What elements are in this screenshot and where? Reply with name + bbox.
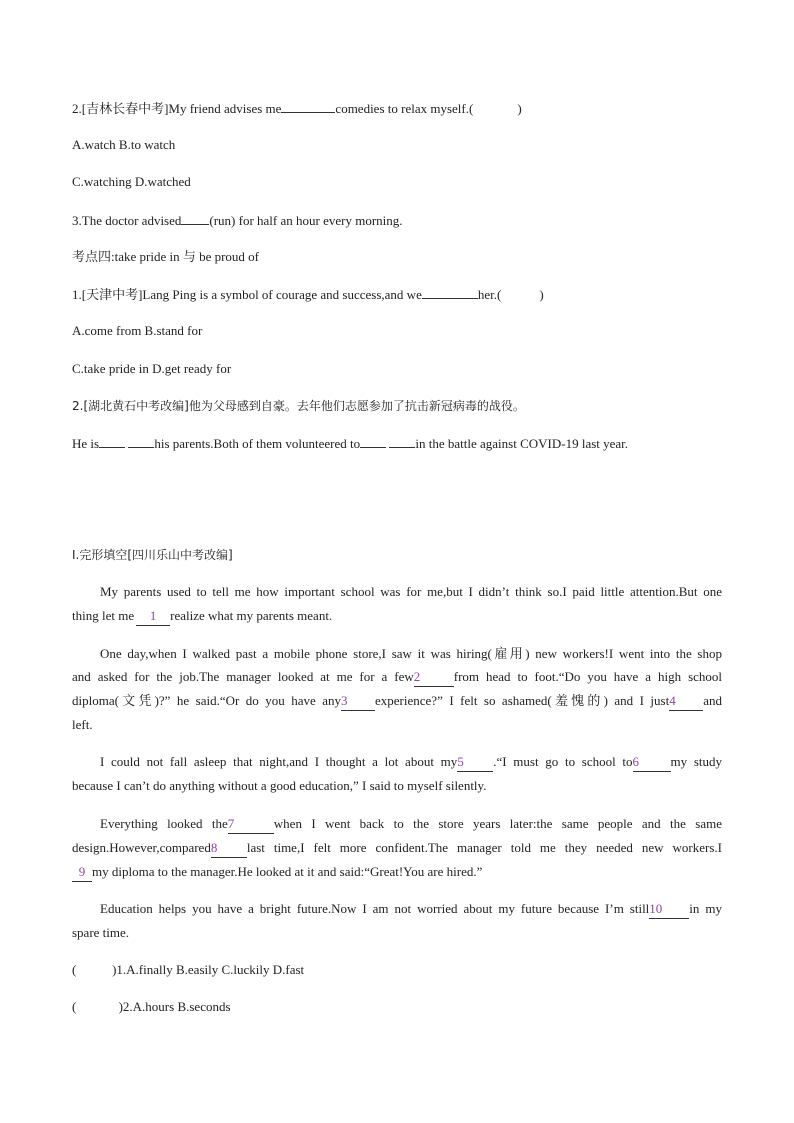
paragraph-text: from head to foot.“Do you have a high school [453, 669, 723, 684]
blank-4[interactable]: 4 [669, 692, 703, 711]
paragraph-text: and asked for the job.The manager looked at me for a few [72, 669, 414, 684]
answer-parens[interactable]: ( ) [72, 962, 117, 977]
paragraph-text: thing let me [72, 608, 135, 623]
question-text: her.( [477, 287, 502, 302]
blank-10[interactable]: 10 [649, 900, 689, 919]
paragraph-2-line-3 [72, 692, 722, 711]
question-text: He is [72, 436, 100, 451]
options-cd: C.take pride in D.get ready for [72, 361, 232, 376]
paragraph-text: I could not fall asleep that night,and I thought a lot about my [100, 754, 458, 769]
question-text: 3.The doctor advised [72, 213, 182, 228]
question-text: comedies to relax myself.( [335, 101, 474, 116]
question-3 [72, 211, 403, 230]
blank-9[interactable]: 9 [72, 863, 92, 882]
cloze-question-2 [72, 998, 231, 1016]
question-options: 1.A.finally B.easily C.luckily D.fast [116, 962, 305, 977]
paragraph-4-line-2 [72, 839, 722, 858]
blank-7[interactable]: 7 [228, 815, 274, 834]
paragraph-text: Everything looked the [100, 816, 228, 831]
paragraph-text: last time,I felt more confident.The manager told me they needed new workers.I [246, 840, 722, 855]
answer-blank[interactable] [128, 434, 154, 448]
question-text: 2.[吉林长春中考]My friend advises me [72, 101, 282, 116]
paragraph-text: and [703, 693, 722, 708]
answer-blank[interactable] [99, 434, 125, 448]
cloze-heading: Ⅰ.完形填空[四川乐山中考改编] [72, 548, 233, 562]
answer-paren-close: ) [539, 287, 544, 302]
paragraph-text: realize what my parents meant. [170, 608, 333, 623]
paragraph-2-line-4: left. [72, 717, 93, 732]
answer-blank[interactable] [422, 285, 478, 299]
paragraph-1-line-2 [72, 607, 332, 626]
paragraph-3-line-1 [100, 753, 722, 772]
paragraph-text: Education helps you have a bright future.Now I am not worried about my future because I’m still [100, 901, 650, 916]
paragraph-5-line-2: spare time. [72, 925, 130, 940]
paragraph-1-line-1: My parents used to tell me how important school was for me,but I didn’t think so.I paid little attention.But one [100, 584, 722, 599]
point4-question-2-chinese: 2.[湖北黄石中考改编]他为父母感到自豪。去年他们志愿参加了抗击新冠病毒的战役。 [72, 399, 525, 413]
paragraph-5-line-1 [100, 900, 722, 919]
blank-3[interactable]: 3 [341, 692, 375, 711]
blank-2[interactable]: 2 [414, 668, 454, 687]
options-cd: C.watching D.watched [72, 174, 191, 189]
question-text: 1.[天津中考]Lang Ping is a symbol of courage and success,and we [72, 287, 422, 302]
paragraph-text: when I went back to the store years later:the same people and the same [273, 816, 723, 831]
paragraph-text: in my [689, 901, 722, 916]
options-ab: A.watch B.to watch [72, 137, 176, 152]
question-2 [72, 99, 522, 118]
paragraph-text: my study [670, 754, 723, 769]
question-options: 2.A.hours B.seconds [122, 999, 231, 1014]
paragraph-2-line-1: One day,when I walked past a mobile phone store,I saw it was hiring(雇用) new workers!I went into the shop [100, 646, 722, 661]
answer-blank[interactable] [281, 99, 335, 113]
paragraph-text: my diploma to the manager.He looked at it and said:“Great!You are hired.” [92, 864, 483, 879]
question-text: (run) for half an hour every morning. [209, 213, 403, 228]
question-text: his parents.Both of them volunteered to [154, 436, 361, 451]
question-text: in the battle against COVID-19 last year. [415, 436, 629, 451]
point4-question-1 [72, 285, 544, 304]
blank-6[interactable]: 6 [633, 753, 671, 772]
answer-parens[interactable]: ( ) [72, 999, 123, 1014]
paragraph-4-line-1 [100, 815, 722, 834]
paragraph-text: design.However,compared [72, 840, 211, 855]
answer-blank[interactable] [389, 434, 415, 448]
paragraph-text: experience?” I felt so ashamed(羞愧的) and I just [375, 693, 670, 708]
paragraph-2-line-2 [72, 668, 722, 687]
paragraph-3-line-2: because I can’t do anything without a good education,” I said to myself silently. [72, 778, 487, 793]
blank-5[interactable]: 5 [457, 753, 493, 772]
cloze-question-1 [72, 961, 304, 979]
paragraph-text: .“I must go to school to [493, 754, 633, 769]
answer-blank[interactable] [360, 434, 386, 448]
blank-8[interactable]: 8 [211, 839, 247, 858]
point4-question-2-english [72, 434, 628, 453]
answer-paren-close: ) [517, 101, 522, 116]
paragraph-text: diploma(文凭)?” he said.“Or do you have any [72, 693, 342, 708]
options-ab: A.come from B.stand for [72, 323, 203, 338]
answer-blank[interactable] [181, 211, 209, 225]
point-four-heading: 考点四:take pride in 与 be proud of [72, 249, 260, 264]
paragraph-4-line-3 [72, 863, 482, 882]
blank-1[interactable]: 1 [136, 607, 170, 626]
